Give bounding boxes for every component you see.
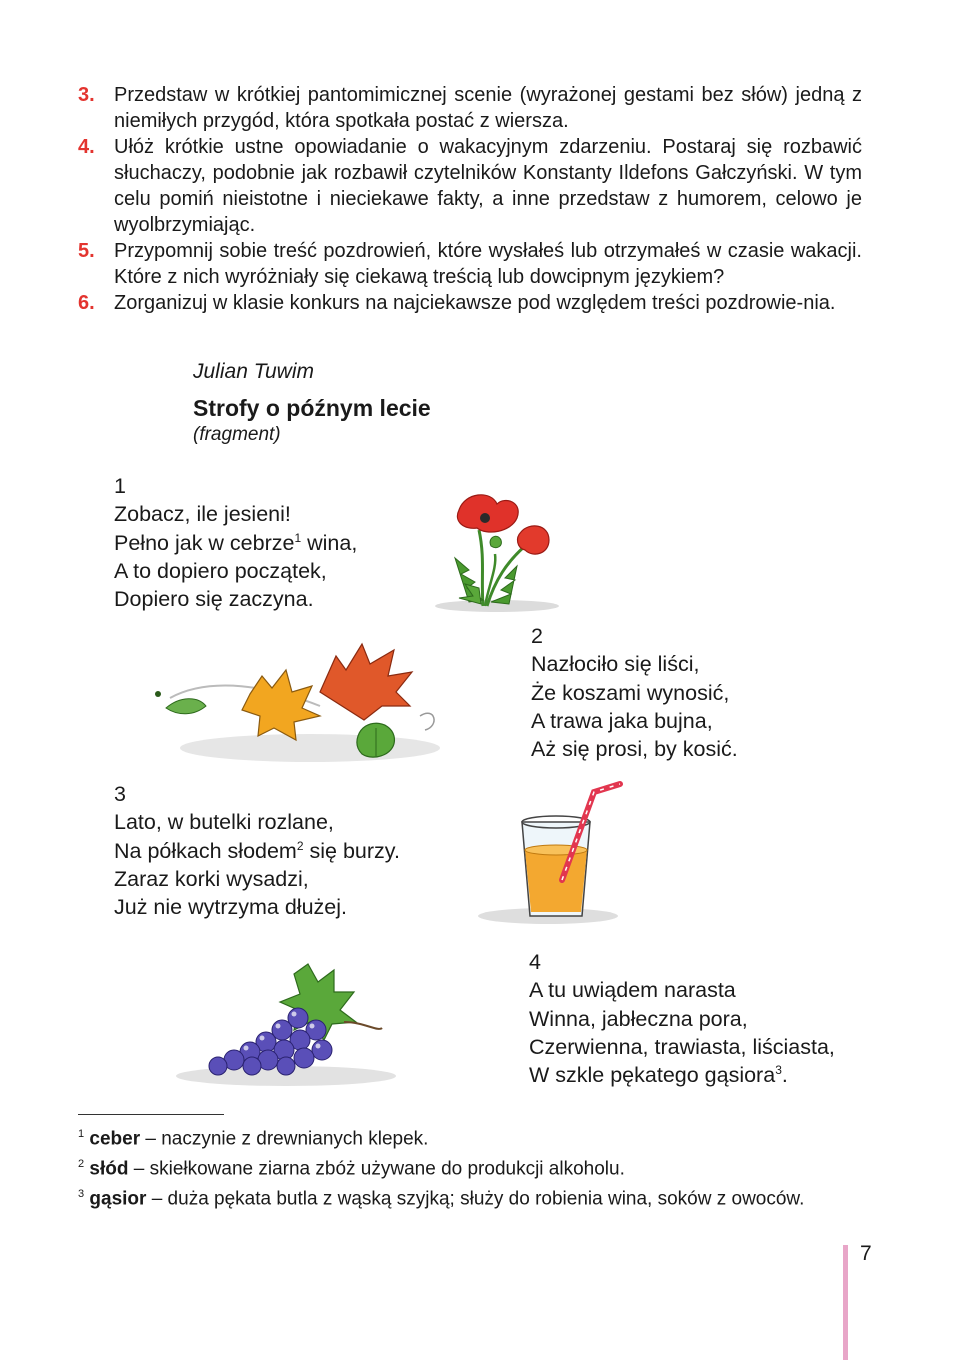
footnote-definition: – skiełkowane ziarna zbóż używane do produkcji alkoholu.	[128, 1158, 625, 1180]
task-item	[78, 238, 862, 290]
task-text: Przypomnij sobie treść pozdrowień, które wysłałeś lub otrzymałeś w czasie wakacji. Które z nich wyróżniały się ciekawą treścią lub dowcipnym językiem?	[114, 240, 862, 288]
poem-line: Że koszami wynosić,	[531, 680, 730, 705]
poem-stanza	[529, 948, 835, 1089]
footnote-ref: 1	[294, 530, 302, 545]
stanza-number: 3	[114, 782, 126, 806]
task-number: 5.	[78, 240, 95, 262]
page-margin-bar	[843, 1245, 848, 1360]
footnote-term: ceber	[89, 1128, 141, 1150]
poem-stanza	[114, 472, 357, 613]
task-number: 4.	[78, 136, 95, 158]
poem-line-text: Na półkach słodem	[114, 838, 297, 863]
footnote-definition: – duża pękata butla z wąską szyjką; służy do robienia wina, soków z owoców.	[146, 1187, 805, 1209]
poppy-illustration	[425, 488, 570, 616]
task-item	[78, 134, 862, 238]
poem-line: A trawa jaka bujna,	[531, 708, 713, 733]
footnote-number: 3	[78, 1187, 85, 1200]
footnote-term: gąsior	[89, 1187, 147, 1209]
poem-author: Julian Tuwim	[193, 360, 314, 383]
task-list	[78, 82, 862, 316]
footnote-definition: – naczynie z drewnianych klepek.	[140, 1128, 429, 1150]
footnote-term: słód	[89, 1158, 129, 1180]
poem-line: A tu uwiądem narasta	[529, 978, 736, 1003]
grapes-illustration	[168, 952, 403, 1092]
poem-line-tail: wina,	[301, 530, 358, 555]
stanza-number: 2	[531, 624, 543, 648]
poem-stanza	[114, 780, 400, 921]
poem-title: Strofy o późnym lecie	[193, 395, 431, 421]
footnote	[78, 1152, 862, 1182]
poem-line-text: W szkle pękatego gąsiora	[529, 1063, 776, 1088]
footnote-number: 2	[78, 1157, 85, 1170]
task-item	[78, 290, 862, 316]
footnote-ref: 2	[296, 838, 304, 853]
poem-line: Winna, jabłeczna pora,	[529, 1006, 748, 1031]
task-number: 3.	[78, 84, 95, 106]
poem-line-tail: .	[781, 1063, 788, 1088]
task-text: Zorganizuj w klasie konkurs na najciekawsze pod względem treści pozdrowie-nia.	[114, 292, 836, 314]
juice-glass-illustration	[470, 770, 630, 930]
stanza-number: 4	[529, 950, 541, 974]
footnote-number: 1	[78, 1128, 85, 1140]
footnote-divider	[78, 1114, 224, 1115]
poem-line: Czerwienna, trawiasta, liściasta,	[529, 1034, 835, 1059]
footnote	[78, 1182, 862, 1212]
poem-line: Zobacz, ile jesieni!	[114, 502, 291, 527]
task-text: Ułóż krótkie ustne opowiadanie o wakacyjnym zdarzeniu. Postaraj się rozbawić słuchaczy, podobnie jak rozbawił czytelników Konstanty Ildefons Gałczyński. W tym celu pomiń nieistotne i nieciekawe fakty, a inne przedstaw z humorem, celowo je wyolbrzymiając.	[114, 136, 862, 236]
poem-line: A to dopiero początek,	[114, 558, 327, 583]
task-item	[78, 82, 862, 134]
footnote-ref: 3	[775, 1063, 782, 1078]
footnote	[78, 1122, 862, 1152]
stanza-number: 1	[114, 474, 126, 498]
poem-line-tail: się burzy.	[303, 838, 400, 863]
poem-line: Lato, w butelki rozlane,	[114, 810, 334, 835]
autumn-leaves-illustration	[150, 636, 450, 778]
poem-subtitle: (fragment)	[193, 424, 281, 445]
poem-line	[114, 529, 357, 557]
poem-line	[114, 837, 400, 865]
footnotes	[78, 1122, 862, 1211]
poem-stanza	[531, 622, 738, 763]
poem-line: Zaraz korki wysadzi,	[114, 866, 309, 891]
poem-line: Nazłociło się liści,	[531, 652, 700, 677]
poem-line	[529, 1061, 835, 1089]
poem-line: Dopiero się zaczyna.	[114, 587, 314, 612]
page-number: 7	[860, 1242, 872, 1265]
poem-line: Już nie wytrzyma dłużej.	[114, 895, 347, 920]
poem-line: Aż się prosi, by kosić.	[531, 737, 738, 762]
task-text: Przedstaw w krótkiej pantomimicznej scenie (wyrażonej gestami bez słów) jedną z niemiłych przygód, która spotkała postać z wiersza.	[114, 84, 862, 132]
task-number: 6.	[78, 292, 95, 314]
poem-line-text: Pełno jak w cebrze	[114, 530, 295, 555]
